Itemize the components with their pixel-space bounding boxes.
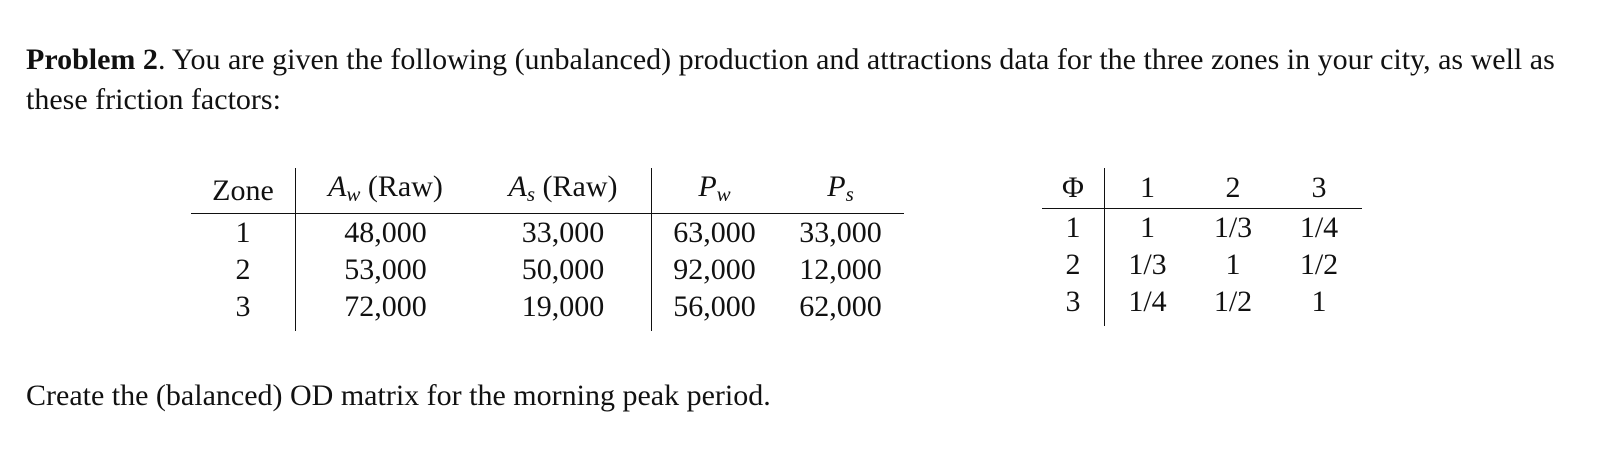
header-as-raw <box>475 168 652 214</box>
header-dest-1: 1 <box>1105 168 1191 209</box>
cell-zone: 1 <box>235 216 251 249</box>
cell-pw: 63,000 <box>652 214 778 252</box>
problem-label: Problem 2 <box>26 43 158 76</box>
cell-factor: 1/2 <box>1213 285 1253 318</box>
production-attraction-table <box>191 168 904 331</box>
table-row <box>191 288 904 331</box>
header-dest-2: 2 <box>1190 168 1276 209</box>
table-row <box>191 214 904 252</box>
cell-factor: 1/2 <box>1299 248 1339 281</box>
cell-factor: 1 <box>1225 248 1241 281</box>
cell-origin: 1 <box>1065 211 1081 244</box>
cell-aw: 53,000 <box>296 251 476 288</box>
as-subscript: s <box>526 182 536 206</box>
cell-factor: 1/4 <box>1105 283 1191 326</box>
as-suffix: (Raw) <box>535 170 618 203</box>
cell-factor: 1/3 <box>1105 246 1191 283</box>
table-row <box>1042 209 1362 247</box>
cell-ps: 12,000 <box>799 253 882 286</box>
cell-as: 50,000 <box>521 253 605 286</box>
table-row <box>1042 283 1362 326</box>
cell-factor: 1 <box>1105 209 1191 247</box>
header-aw-raw <box>296 168 476 214</box>
table-row <box>1042 246 1362 283</box>
cell-factor: 1/4 <box>1299 211 1339 244</box>
cell-factor: 1/3 <box>1213 211 1253 244</box>
cell-zone: 3 <box>235 290 251 323</box>
cell-factor: 1 <box>1311 285 1327 318</box>
problem-text: . You are given the following (unbalanced) production and attractions data for the three zones in your city, as well as these friction factors: <box>26 43 1555 116</box>
table-header-row <box>1042 168 1362 209</box>
aw-suffix: (Raw) <box>360 170 443 203</box>
aw-subscript: w <box>346 182 361 206</box>
header-dest-3: 3 <box>1276 168 1362 209</box>
table-header-row <box>191 168 904 214</box>
header-phi: Φ <box>1042 168 1105 209</box>
cell-origin: 2 <box>1065 248 1081 281</box>
aw-symbol: A <box>328 170 347 203</box>
header-pw <box>652 168 778 214</box>
cell-pw: 56,000 <box>652 288 778 331</box>
instruction-text: Create the (balanced) OD matrix for the morning peak period. <box>26 379 771 412</box>
ps-subscript: s <box>845 182 854 206</box>
pw-subscript: w <box>716 182 731 206</box>
cell-ps: 33,000 <box>799 216 882 249</box>
problem-statement <box>26 40 1586 120</box>
cell-aw: 72,000 <box>296 288 476 331</box>
table-row <box>191 251 904 288</box>
cell-as: 33,000 <box>521 216 605 249</box>
pw-symbol: P <box>698 170 717 203</box>
cell-origin: 3 <box>1065 285 1081 318</box>
header-zone: Zone <box>191 168 296 214</box>
ps-symbol: P <box>827 170 846 203</box>
friction-factor-table <box>1042 168 1362 326</box>
header-ps <box>777 168 904 214</box>
cell-aw: 48,000 <box>296 214 476 252</box>
cell-zone: 2 <box>235 253 251 286</box>
cell-as: 19,000 <box>521 290 605 323</box>
cell-ps: 62,000 <box>799 290 882 323</box>
as-symbol: A <box>508 170 527 203</box>
cell-pw: 92,000 <box>652 251 778 288</box>
